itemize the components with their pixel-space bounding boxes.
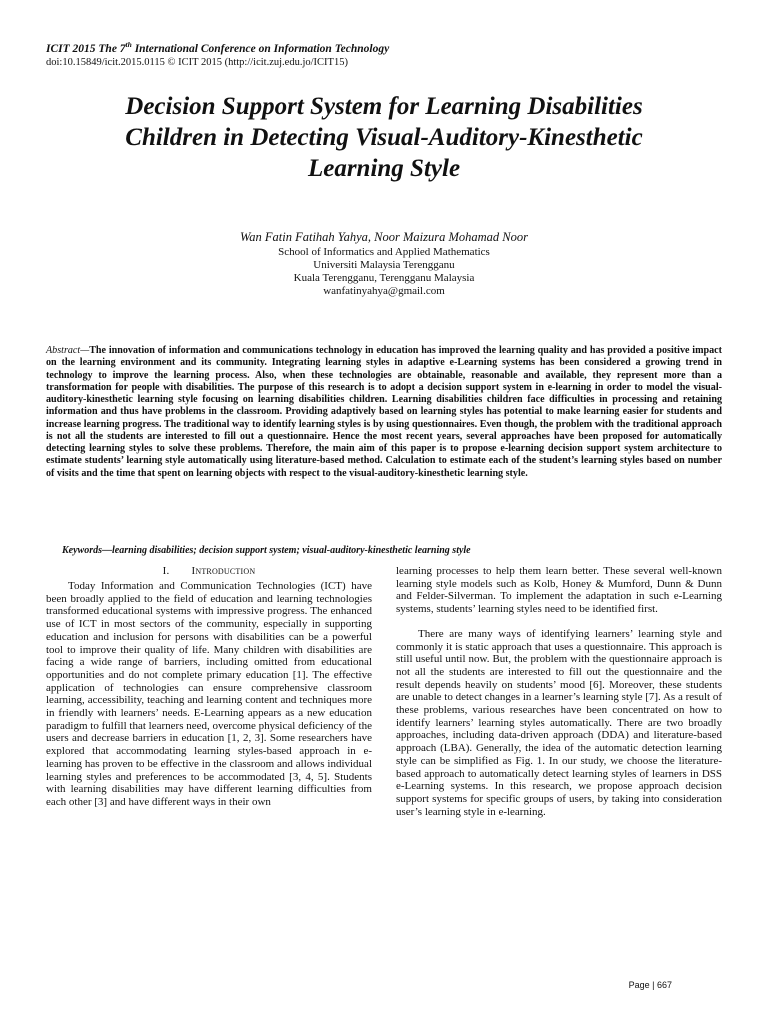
title-line: Children in Detecting Visual-Auditory-Kinesthetic bbox=[125, 124, 643, 151]
abstract-text: The innovation of information and communications technology in education has improved the learning quality and has provided a positive impact on the learning environment and its community. Integrating learning styles in adaptive e-Learning systems has been considered a growing trend in technology to improve the learning process. Also, when these technologies are obtainable, reasonable and available, they represent more than a transformation for people with disabilities. The purpose of this research is to adopt a decision support system in e-learning in order to model the visual-auditory-kinesthetic learning style focusing on learning disabilities children. Learning disabilities children face difficulties in processing and retaining information and thus have problems in the classroom. Providing adaptively based on learning styles has potential to make learning easier for students and increase learning progress. The traditional way to identify learning styles is by using questionnaires. Even though, the problem with the traditional approach is not all the students are interested to fill out a questionnaire. Hence the most recent years, several approaches have been proposed for automatically detecting learning styles to solve these problems. Therefore, the main aim of this paper is to propose e-learning decision support system architecture to estimate students’ learning style automatically using literature-based method. Calculation to estimate each of the student’s learning styles based on number of visits and the time that spent on learning objects with respect to the visual-auditory-kinesthetic learning style. bbox=[46, 345, 722, 479]
section-number: I. bbox=[162, 565, 170, 577]
affiliation-line: Universiti Malaysia Terengganu bbox=[313, 259, 455, 271]
title-line: Decision Support System for Learning Disabilities bbox=[125, 93, 643, 120]
introduction-paragraph-continued: learning processes to help them learn better. These several well-known learning style models such as Kolb, Honey & Mumford, Dunn & Dunn and Felder-Silverman. To implement the adaptation in such e-Learning systems, students’ learning styles need to be identified first. bbox=[396, 565, 722, 616]
author-email: wanfatinyahya@gmail.com bbox=[323, 285, 445, 297]
conference-header bbox=[46, 42, 736, 69]
conference-name-prefix: ICIT 2015 The 7 bbox=[46, 43, 126, 55]
right-column bbox=[396, 565, 722, 818]
affiliation-line: Kuala Terengganu, Terengganu Malaysia bbox=[293, 272, 475, 284]
introduction-paragraph: Today Information and Communication Technologies (ICT) have been broadly applied to the field of education and learning technologies transformed educational systems with impressive progress. The enhanced use of ICT in most sectors of the community, especially in supporting education and inclusion for persons with disabilities can be a powerful tool to improve their quality of life. Many children with disabilities are facing a wide range of barriers, including omitted from educational opportunities and do not complete primary education [1]. The effective application of technologies can ensure comprehensive classroom learning, accessibility, teaching and learning content and techniques more in friendly with learners’ needs. E-Learning appears as a new education paradigm to fulfill that learners need, overcome physical deficiency of the users and decrease barriers in education [1, 2, 3]. Some researchers have explored that accommodating learning styles-based approach in e-learning has proven to be effective in the classroom and allows individual learning styles and preferences to be accommodated [3, 4, 5]. Students with learning disabilities may have different learning difficulties from each other [3] and have different ways in their own bbox=[46, 580, 372, 808]
authors: Wan Fatin Fatihah Yahya, Noor Maizura Mohamad Noor bbox=[240, 230, 528, 244]
affiliation bbox=[40, 246, 728, 298]
title-line: Learning Style bbox=[307, 155, 461, 182]
keywords: Keywords—learning disabilities; decision support system; visual-auditory-kinesthetic learning style bbox=[62, 545, 471, 556]
conference-name-superscript: th bbox=[125, 40, 132, 50]
conference-name-suffix: International Conference on Information Technology bbox=[131, 43, 390, 55]
page-number: Page | 667 bbox=[628, 980, 672, 990]
paper-title bbox=[40, 91, 728, 184]
abstract-label: Abstract— bbox=[46, 345, 90, 356]
doi-line: doi:10.15849/icit.2015.0115 © ICIT 2015 (http://icit.zuj.edu.jo/ICIT15) bbox=[46, 57, 348, 68]
left-column bbox=[46, 565, 372, 809]
conference-name bbox=[46, 42, 736, 56]
section-heading-introduction bbox=[46, 565, 372, 578]
section-title: Introduction bbox=[191, 565, 256, 577]
affiliation-line: School of Informatics and Applied Mathematics bbox=[278, 246, 490, 258]
abstract bbox=[46, 345, 722, 480]
introduction-paragraph-2: There are many ways of identifying learners’ learning style and commonly it is static approach that uses a questionnaire. This approach is still useful until now. But, the problem with the questionnaire approach is not all the students are interested to fill out the questionnaire and the result depends heavily on students’ mood [6]. Moreover, these students are unable to detect changes in a learner’s learning style [7]. As a result of these problems, various researches have been concentrated on how to identify learners’ learning styles automatically. There are two broadly approaches, including data-driven approach (DDA) and literature-based approach (LBA). Generally, the idea of the automatic detection learning style can be simplified as Fig. 1. In our study, we choose the literature-based approach to automatically detect learning styles of learners in DSS e-Learning systems. In this research, we propose approach decision support systems for specific groups of users, by taking into consideration user’s learning style in e-learning. bbox=[396, 627, 722, 818]
